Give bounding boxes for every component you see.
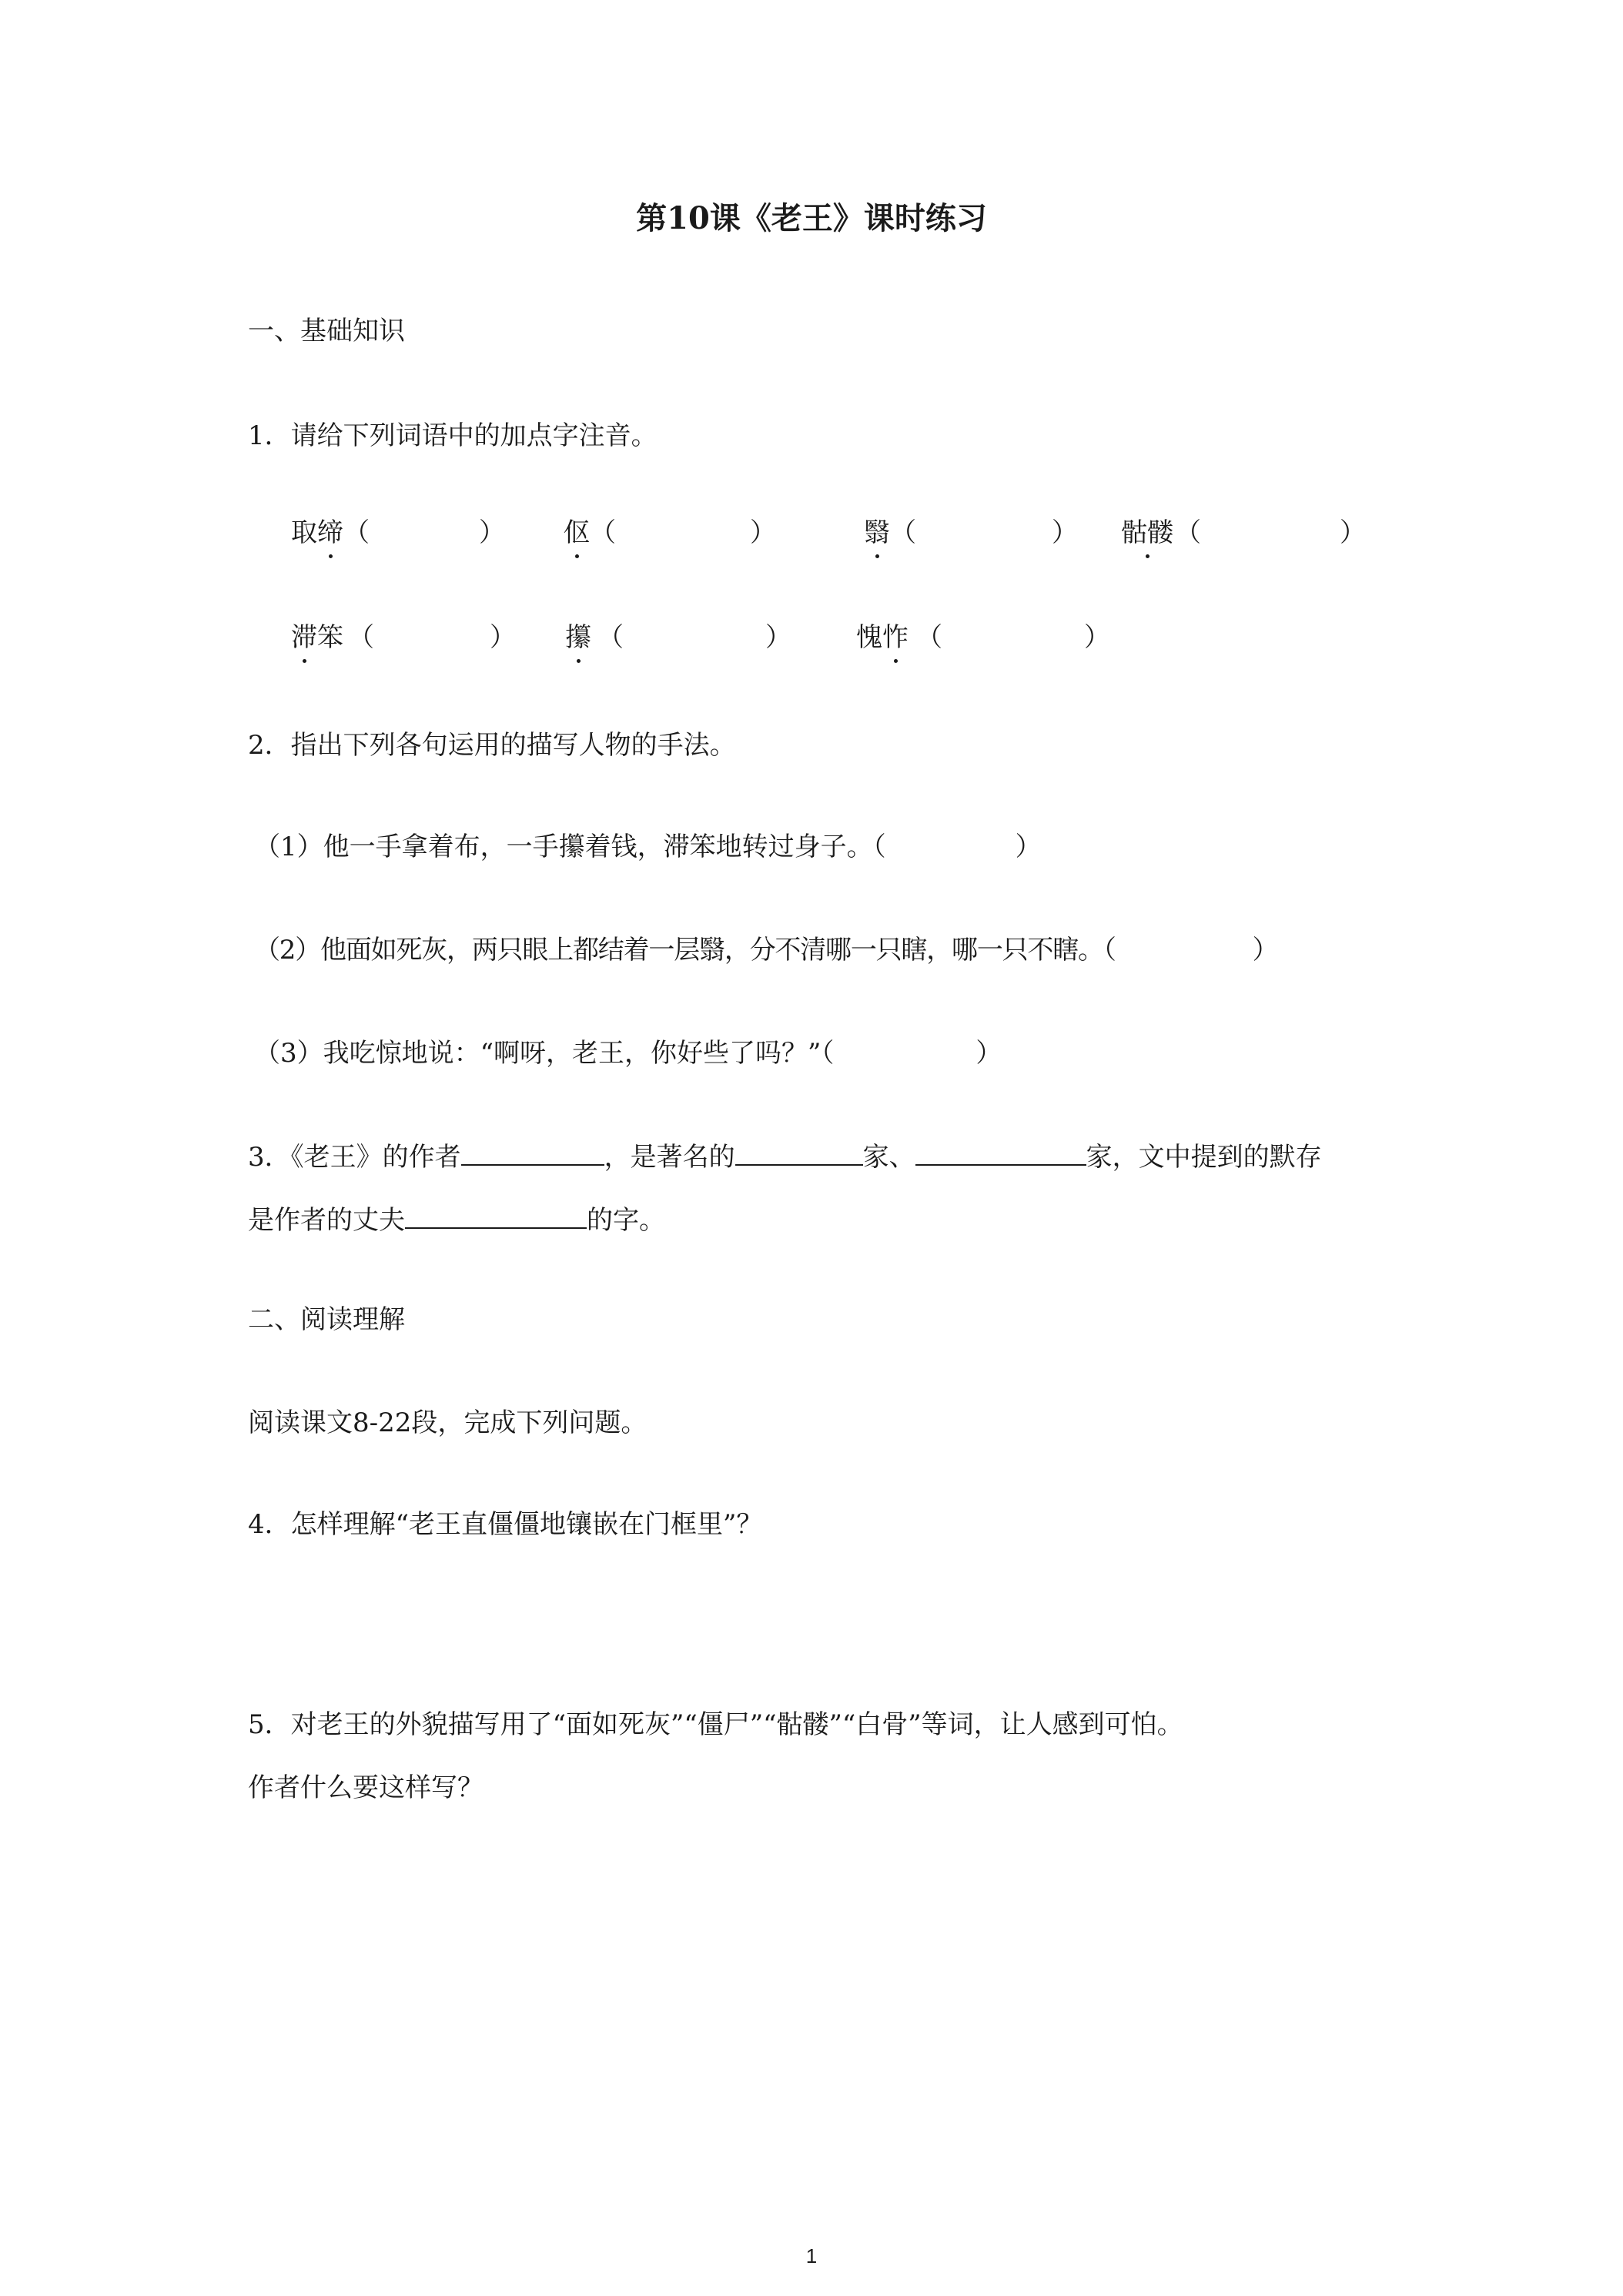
pinyin-word-1: 取缔 — [291, 514, 343, 551]
reading-instruction: 阅读课文8-22段，完成下列问题。 — [248, 1407, 648, 1438]
pinyin-word-4: 骷髅 — [1121, 514, 1173, 551]
question-2-item-1: （1）他一手拿着布，一手攥着钱，滞笨地转过身子。（ ） — [254, 832, 1042, 862]
paren-open-6: （ — [597, 622, 624, 653]
question-2-prompt: 2．指出下列各句运用的描写人物的手法。 — [248, 730, 736, 761]
paren-open-5: （ — [348, 622, 374, 653]
pinyin-word-3: 翳 — [864, 514, 890, 551]
paren-open-7: （ — [916, 622, 942, 653]
question-1-prompt: 1．请给下列词语中的加点字注音。 — [248, 420, 658, 451]
blank-author[interactable] — [461, 1138, 604, 1166]
paren-close-6: ） — [765, 622, 791, 653]
pinyin-word-7: 愧怍 — [856, 619, 909, 656]
page-number: 1 — [805, 2244, 818, 2268]
question-5-line-2: 作者什么要这样写？ — [248, 1772, 484, 1803]
paren-close-5: ） — [490, 622, 516, 653]
paren-close-2: ） — [750, 517, 776, 548]
pinyin-word-6: 攥 — [565, 619, 591, 656]
paren-open-3: （ — [890, 517, 916, 548]
question-3-line-1: 3．《老王》的作者 ，是著名的 家、 家，文中提到的默存 — [248, 1138, 1322, 1176]
question-4: 4．怎样理解“老王直僵僵地镶嵌在门框里”？ — [248, 1509, 763, 1540]
paren-close-7: ） — [1084, 622, 1110, 653]
paren-open-1: （ — [343, 517, 370, 548]
blank-profession-2[interactable] — [915, 1138, 1086, 1166]
paren-close-4: ） — [1340, 517, 1366, 548]
question-2-item-2: （2）他面如死灰，两只眼上都结着一层翳，分不清哪一只瞎，哪一只不瞎。（ ） — [254, 935, 1278, 966]
section-heading-reading: 二、阅读理解 — [248, 1304, 405, 1335]
paren-close-3: ） — [1052, 517, 1078, 548]
pinyin-word-2: 伛 — [564, 514, 590, 551]
blank-profession-1[interactable] — [735, 1138, 863, 1166]
paren-close-1: ） — [479, 517, 505, 548]
section-heading-basics: 一、基础知识 — [248, 316, 405, 346]
page-title: 第10课《老王》课时练习 — [636, 200, 987, 236]
question-2-item-3: （3）我吃惊地说：“啊呀，老王，你好些了吗？”（ ） — [254, 1038, 1002, 1069]
paren-open-4: （ — [1175, 517, 1201, 548]
question-3-line-2: 是作者的丈夫 的字。 — [248, 1201, 665, 1239]
paren-open-2: （ — [590, 517, 616, 548]
pinyin-word-5: 滞笨 — [291, 619, 343, 656]
question-5-line-1: 5．对老王的外貌描写用了“面如死灰”“僵尸”“骷髅”“白骨”等词，让人感到可怕。 — [248, 1709, 1183, 1740]
blank-husband[interactable] — [405, 1201, 587, 1229]
